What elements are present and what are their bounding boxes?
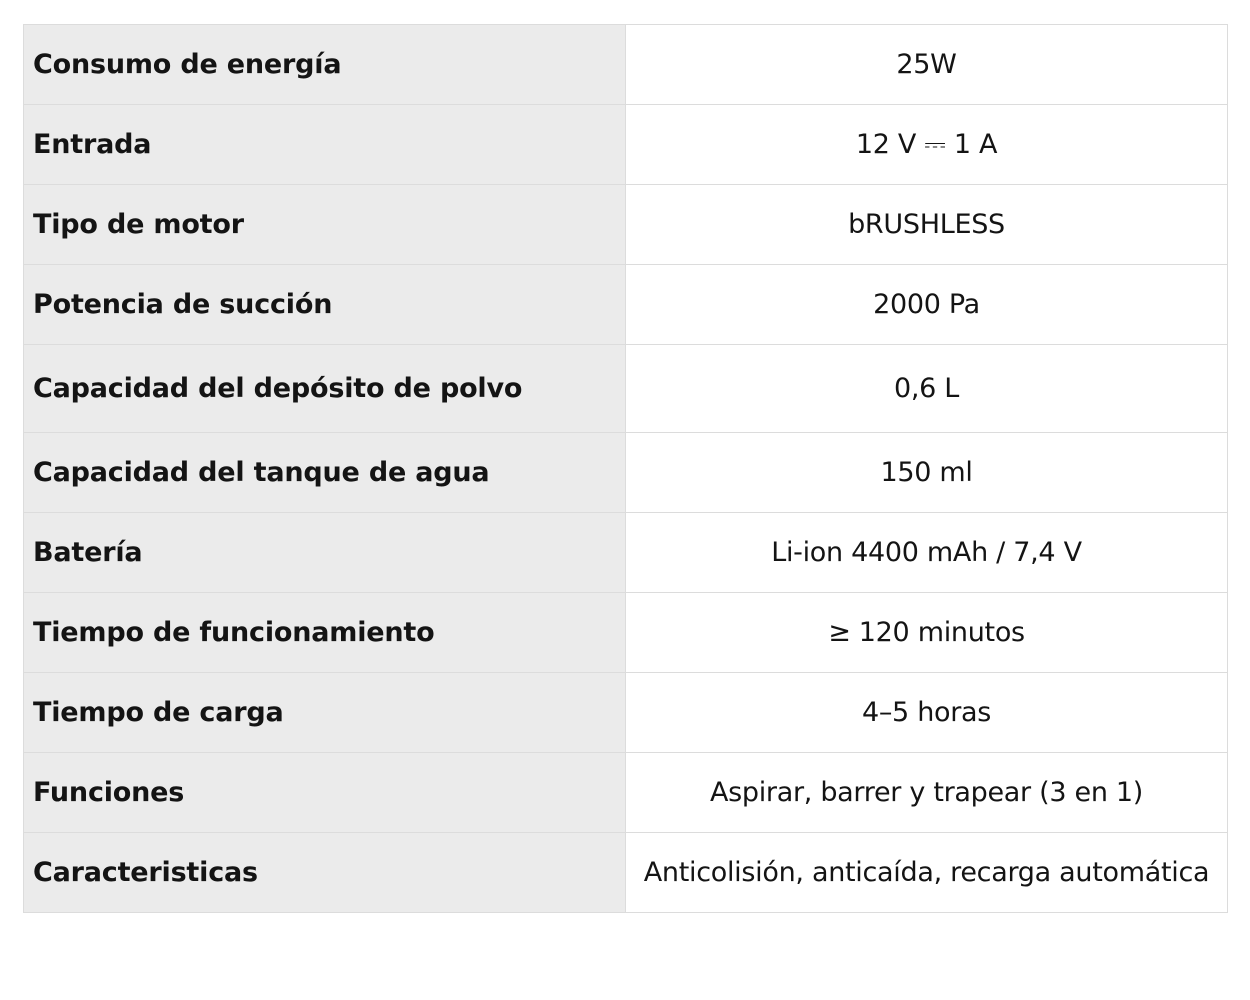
spec-value: 150 ml: [626, 433, 1228, 513]
spec-value: Aspirar, barrer y trapear (3 en 1): [626, 753, 1228, 833]
spec-label: Tiempo de funcionamiento: [24, 593, 626, 673]
spec-label: Capacidad del tanque de agua: [24, 433, 626, 513]
spec-value: 2000 Pa: [626, 265, 1228, 345]
spec-value: bRUSHLESS: [626, 185, 1228, 265]
table-row: [24, 345, 1228, 433]
spec-value: ≥ 120 minutos: [626, 593, 1228, 673]
spec-label: Tipo de motor: [24, 185, 626, 265]
spec-table: [23, 24, 1228, 913]
spec-label: Caracteristicas: [24, 833, 626, 913]
spec-value: 25W: [626, 25, 1228, 105]
spec-value: Li-ion 4400 mAh / 7,4 V: [626, 513, 1228, 593]
table-row: [24, 25, 1228, 105]
spec-value: 0,6 L: [626, 345, 1228, 433]
table-row: [24, 105, 1228, 185]
spec-value: Anticolisión, anticaída, recarga automática: [626, 833, 1228, 913]
spec-label: Batería: [24, 513, 626, 593]
spec-label: Tiempo de carga: [24, 673, 626, 753]
spec-label: Consumo de energía: [24, 25, 626, 105]
spec-label: Entrada: [24, 105, 626, 185]
table-row: [24, 593, 1228, 673]
table-row: [24, 185, 1228, 265]
table-row: [24, 265, 1228, 345]
table-row: [24, 513, 1228, 593]
spec-value: 4–5 horas: [626, 673, 1228, 753]
spec-label: Potencia de succión: [24, 265, 626, 345]
table-row: [24, 753, 1228, 833]
spec-value: 12 V ⎓ 1 A: [626, 105, 1228, 185]
table-row: [24, 833, 1228, 913]
spec-label: Funciones: [24, 753, 626, 833]
spec-label: Capacidad del depósito de polvo: [24, 345, 626, 433]
table-row: [24, 673, 1228, 753]
table-row: [24, 433, 1228, 513]
